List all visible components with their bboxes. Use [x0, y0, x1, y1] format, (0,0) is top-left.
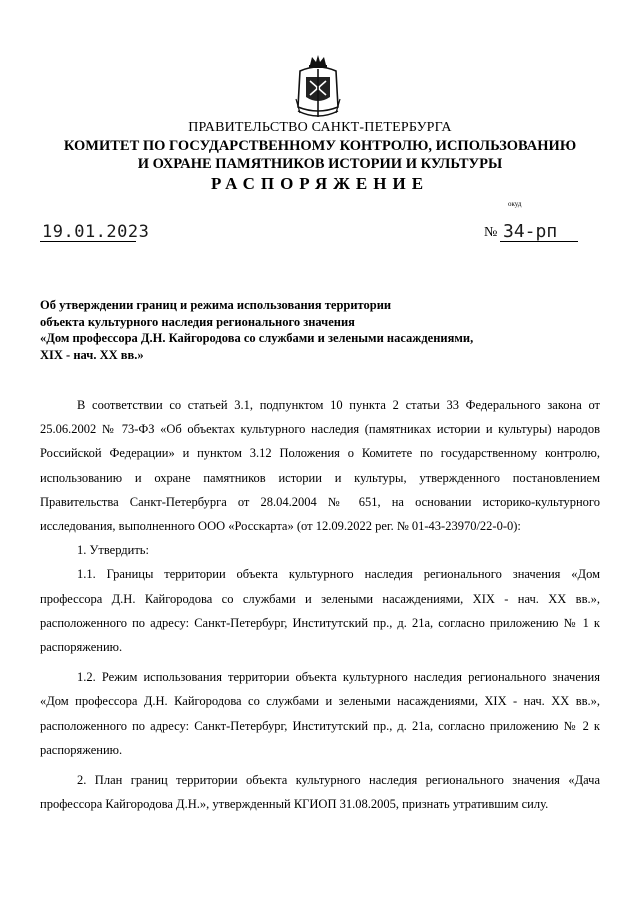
government-title: ПРАВИТЕЛЬСТВО САНКТ-ПЕТЕРБУРГА	[188, 120, 452, 135]
committee-title-line-2: И ОХРАНЕ ПАМЯТНИКОВ ИСТОРИИ И КУЛЬТУРЫ	[137, 156, 503, 172]
okud-label: окуд	[508, 200, 522, 208]
document-date: 19.01.2023	[42, 222, 150, 242]
document-subject	[40, 297, 600, 363]
number-label: №	[484, 225, 498, 240]
subject-line-1: Об утверждении границ и режима использования территории	[40, 298, 392, 312]
preamble-paragraph: В соответствии со статьей 3.1, подпунктом 10 пункта 2 статьи 33 Федерального закона от 25.06.2002 № 73-ФЗ «Об объектах культурного наследия (памятниках истории и культуры) народов Российской Федерации» и пунктом 3.12 Положения о Комитете по государственному контролю, использованию и охране памятников истории и культуры, утвержденного постановлением Правительства Санкт-Петербурга от 28.04.2004 № 651, на основании историко-культурного исследования, выполненного ООО «Росскарта» (от 12.09.2022 рег. № 01-43-23970/22-0-0):	[40, 398, 600, 534]
clause-2: 2. План границ территории объекта культурного наследия регионального значения «Дача профессора Кайгородова Д.Н.», утвержденный КГИОП 31.08.2005, признать утратившим силу.	[40, 773, 600, 812]
committee-title-line-1: КОМИТЕТ ПО ГОСУДАРСТВЕННОМУ КОНТРОЛЮ, ИСПОЛЬЗОВАНИЮ	[63, 138, 577, 154]
clause-1-1: 1.1. Границы территории объекта культурного наследия регионального значения «Дом профессора Д.Н. Кайгородова со службами и зелеными насаждениями, XIX - нач. XX вв.», расположенного по адресу: Санкт-Петербург, Институтский пр., д. 21а, согласно приложению № 1 к распоряжению.	[40, 567, 600, 655]
document-type: РАСПОРЯЖЕНИЕ	[210, 174, 430, 193]
clause-1-2: 1.2. Режим использования территории объекта культурного наследия регионального значения «Дом профессора Д.Н. Кайгородова со службами и зелеными насаждениями, XIX - нач. XX вв.», расположенного по адресу: Санкт-Петербург, Институтский пр., д. 21а, согласно приложению № 2 к распоряжению.	[40, 670, 600, 757]
committee-title	[0, 137, 640, 173]
document-number: 34-рп	[503, 221, 558, 242]
subject-line-3: «Дом профессора Д.Н. Кайгородова со службами и зелеными насаждениями,	[40, 331, 474, 345]
subject-line-2: объекта культурного наследия регионального значения	[40, 314, 355, 329]
coat-of-arms-icon	[292, 55, 344, 121]
number-field	[500, 221, 578, 242]
clause-1: 1. Утвердить:	[77, 543, 149, 558]
document-body	[40, 393, 600, 816]
subject-line-4: XIX - нач. XX вв.»	[40, 347, 144, 362]
date-field	[40, 221, 150, 242]
